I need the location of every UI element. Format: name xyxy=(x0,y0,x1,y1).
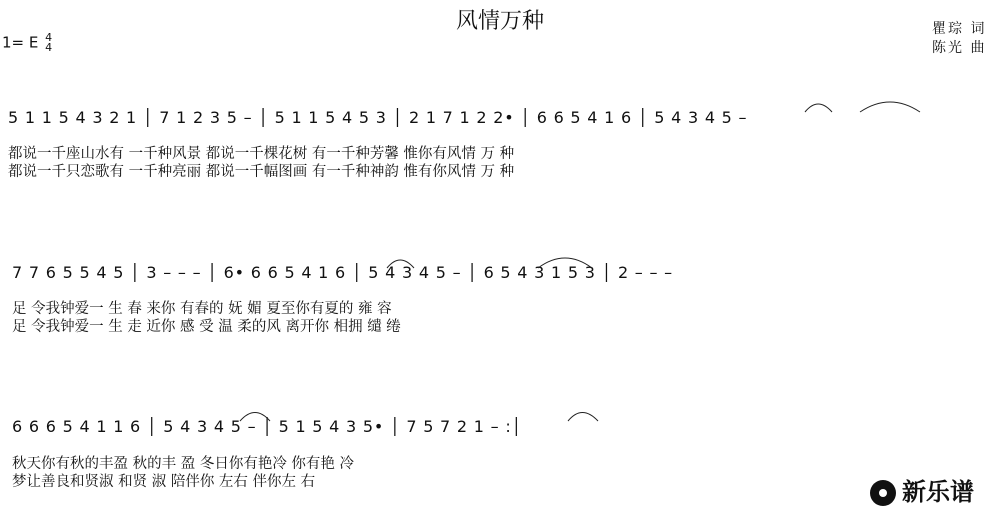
watermark-logo xyxy=(870,472,974,507)
composer-credit: 陈光 曲 xyxy=(932,40,987,56)
watermark-text: 新乐谱 xyxy=(902,478,974,506)
slur-arc xyxy=(240,413,270,422)
slur-arc xyxy=(568,413,598,422)
system-3-notes: 6 6 6 5 4 1 1 6 │ 5 4 3 4 5 – │ 5 1 5 4 3 5• │ 7 5 7 2 1 – :│ xyxy=(12,417,522,436)
slur-arc xyxy=(387,260,414,268)
system-2-lyrics-verse1: 足 令我钟爱一 生 春 来你 有春的 妩 媚 夏至你有夏的 雍 容 xyxy=(12,301,392,317)
slur-arc xyxy=(538,258,592,268)
system-1-lyrics-verse1: 都说一千座山水有 一千种风景 都说一千棵花树 有一千种芳馨 惟你有风情 万 种 xyxy=(8,146,515,162)
record-disc-icon xyxy=(870,480,896,506)
system-2-notes: 7 7 6 5 5 4 5 │ 3 – – – │ 6• 6 6 5 4 1 6 │ 5 4 3 4 5 – │ 6 5 4 3 1 5 3 │ 2 – – – xyxy=(12,263,673,282)
system-1-lyrics-verse2: 都说一千只恋歌有 一千种亮丽 都说一千幅图画 有一千种神韵 惟有你风情 万 种 xyxy=(8,164,515,180)
system-1-notes: 5 1 1 5 4 3 2 1 │ 7 1 2 3 5 – │ 5 1 1 5 4 5 3 │ 2 1 7 1 2 2• │ 6 6 5 4 1 6 │ 5 4 3 4 5 – xyxy=(8,108,748,127)
system-3-lyrics-verse2: 梦让善良和贤淑 和贤 淑 陪伴你 左右 伴你左 右 xyxy=(12,474,316,490)
time-sig-denominator: 4 xyxy=(45,41,53,54)
slur-arc xyxy=(860,102,920,112)
system-3-lyrics-verse1: 秋天你有秋的丰盈 秋的丰 盈 冬日你有艳冷 你有艳 冷 xyxy=(12,456,355,472)
lyricist-credit: 瞿琮 词 xyxy=(932,21,987,37)
key-label: 1= E xyxy=(2,33,39,52)
slur-arc xyxy=(805,104,832,112)
time-sig-numerator: 4 xyxy=(45,31,53,44)
song-title: 风情万种 xyxy=(455,9,544,34)
system-2-lyrics-verse2: 足 令我钟爱一 生 走 近你 感 受 温 柔的风 离开你 相拥 缱 绻 xyxy=(12,319,401,335)
